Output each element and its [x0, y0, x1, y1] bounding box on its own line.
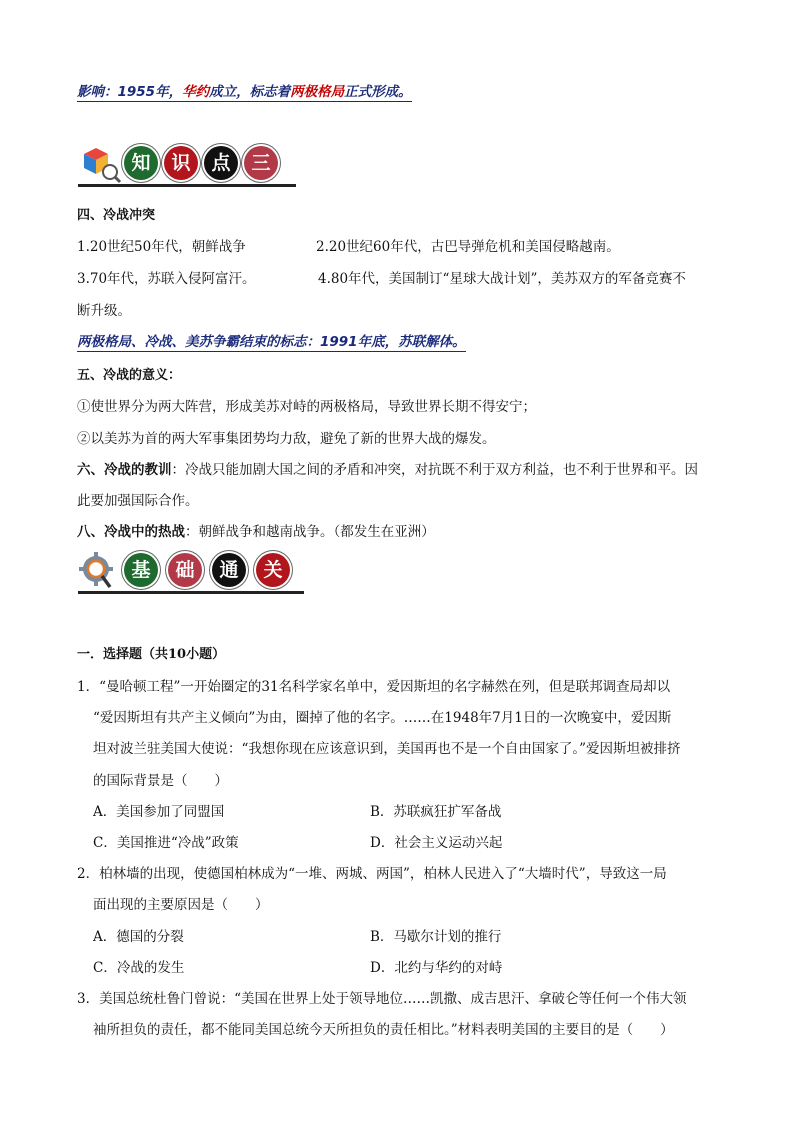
- q2-line2: 面出现的主要原因是（ ）: [93, 897, 269, 913]
- q3-line1: 3．美国总统杜鲁门曾说：“美国在世界上处于领导地位……凯撒、成吉思汗、拿破仑等任何一个伟大领: [77, 991, 687, 1007]
- impact-prefix: 影响：1955年，: [77, 84, 183, 100]
- q2-option-b[interactable]: B．马歇尔计划的推行: [370, 929, 502, 945]
- banner1-char-1: 知: [124, 146, 158, 180]
- section8-text: ：朝鲜战争和越南战争。（都发生在亚洲）: [185, 524, 435, 540]
- section6-cont: 此要加强国际合作。: [77, 493, 199, 509]
- section6-line: [77, 460, 698, 480]
- cube-magnifier-icon: [78, 144, 122, 184]
- banner2-rule: [78, 591, 304, 594]
- q2-option-c[interactable]: C．冷战的发生: [93, 960, 185, 976]
- section6-text: ：冷战只能加剧大国之间的矛盾和冲突，对抗既不利于双方利益，也不利于世界和平。因: [171, 462, 698, 478]
- q1-option-c[interactable]: C．美国推进“冷战”政策: [93, 835, 239, 851]
- basic-practice-banner: [78, 551, 308, 595]
- banner1-char-4: 三: [244, 146, 278, 180]
- impact-red-warsaw: 华约: [182, 84, 210, 100]
- q1-line1: 1．“曼哈顿工程”一开始圈定的31名科学家名单中，爱因斯坦的名字赫然在列，但是联邦调查局却以: [77, 679, 671, 695]
- banner2-char-1: 基: [124, 553, 158, 587]
- banner1-char-2: 识: [164, 146, 198, 180]
- impact-mid: 成立，标志着: [209, 84, 291, 100]
- section5-p1: ①使世界分为两大阵营，形成美苏对峙的两极格局，导致世界长期不得安宁；: [77, 399, 536, 415]
- gear-magnifier-icon: [78, 551, 122, 591]
- q1-line4: 的国际背景是（ ）: [93, 773, 228, 789]
- section4-item4-cont: 断升级。: [77, 303, 131, 319]
- q3-line2: 袖所担负的责任，都不能同美国总统今天所担负的责任相比。”材料表明美国的主要目的是（ ）: [93, 1022, 674, 1038]
- impact-suffix: 正式形成。: [344, 84, 412, 100]
- q2-line1: 2．柏林墙的出现，使德国柏林成为“一堆、两城、两国”，柏林人民进入了“大墙时代”，导致这一局: [77, 866, 667, 882]
- q1-option-d[interactable]: D．社会主义运动兴起: [370, 835, 503, 851]
- section4-item1: 1.20世纪50年代，朝鲜战争: [77, 239, 246, 255]
- end-note: [77, 332, 466, 352]
- section4-item4: 4.80年代，美国制订“星球大战计划”，美苏双方的军备竞赛不: [318, 271, 686, 287]
- q2-option-a[interactable]: A．德国的分裂: [93, 929, 184, 945]
- section4-item2: 2.20世纪60年代，古巴导弹危机和美国侵略越南。: [316, 239, 620, 255]
- section5-p2: ②以美苏为首的两大军事集团势均力敌，避免了新的世界大战的爆发。: [77, 431, 496, 447]
- q1-option-b[interactable]: B．苏联疯狂扩军备战: [370, 804, 502, 820]
- section8-line: [77, 522, 435, 542]
- banner2-char-3: 通: [212, 553, 246, 587]
- q1-line2: “爱因斯坦有共产主义倾向”为由，圈掉了他的名字。……在1948年7月1日的一次晚宴中，爱因斯: [93, 710, 672, 726]
- impact-red-bipolar: 两极格局: [290, 84, 345, 100]
- section8-heading: 八、冷战中的热战: [77, 524, 185, 540]
- q1-line3: 坦对波兰驻美国大使说：“我想你现在应该意识到，美国再也不是一个自由国家了。”爱因斯坦被排挤: [93, 741, 681, 757]
- banner2-char-4: 关: [256, 553, 290, 587]
- q1-option-a[interactable]: A．美国参加了同盟国: [93, 804, 225, 820]
- section5-heading: 五、冷战的意义：: [77, 368, 182, 383]
- banner1-char-3: 点: [204, 146, 238, 180]
- impact-note: [77, 82, 412, 102]
- section6-heading: 六、冷战的教训: [77, 462, 172, 478]
- section4-heading: 四、冷战冲突: [77, 208, 156, 223]
- quiz-title: 一．选择题（共10小题）: [77, 647, 226, 662]
- section4-item3: 3.70年代，苏联入侵阿富汗。: [77, 271, 256, 287]
- banner2-char-2: 础: [168, 553, 202, 587]
- q2-option-d[interactable]: D．北约与华约的对峙: [370, 960, 503, 976]
- knowledge-point-banner: [78, 144, 298, 188]
- banner1-rule: [78, 184, 296, 187]
- end-note-text: 两极格局、冷战、美苏争霸结束的标志：1991年底，苏联解体。: [77, 334, 466, 350]
